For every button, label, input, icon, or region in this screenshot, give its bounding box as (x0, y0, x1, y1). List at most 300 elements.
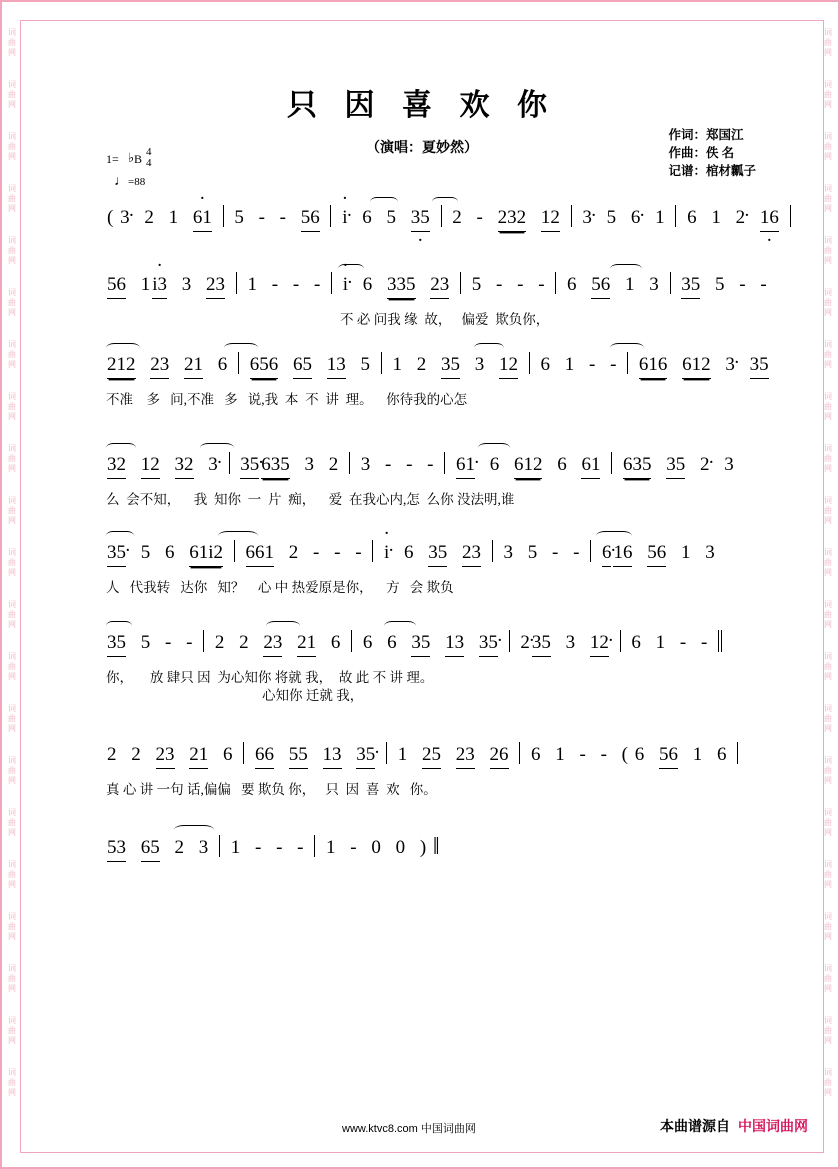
note-token: 3 · (120, 207, 130, 229)
note-token: 1 (655, 207, 665, 228)
note-token: - (276, 837, 283, 858)
notation-line (106, 452, 766, 484)
barline (620, 630, 621, 652)
note-token: 16 (613, 542, 632, 567)
note-token: 5 (140, 632, 151, 653)
note-token: 13 (323, 744, 342, 769)
music-system (2, 742, 840, 816)
note-token: 35 · (411, 207, 430, 232)
watermark-text: 词 曲 网 (8, 496, 16, 525)
tie-slur (610, 343, 644, 353)
notation-line (106, 742, 766, 774)
watermark-text: 词 曲 网 (824, 964, 832, 993)
note-token: 23 (156, 744, 175, 769)
note-token: 66 (255, 744, 274, 769)
watermark-text: 词 曲 网 (824, 704, 832, 733)
note-token: 3 (304, 454, 314, 475)
footer-brand: 中国词曲网 (738, 1120, 808, 1135)
footer-site-cn: 中国词曲网 (420, 1123, 476, 1135)
note-token: 35 (441, 354, 460, 379)
meter-denominator: 4 (146, 157, 152, 169)
note-token: 5 (715, 274, 725, 295)
note-token: 6 (634, 744, 645, 765)
note-token: 35 (681, 274, 700, 299)
note-token: 3 (503, 542, 514, 563)
note-token: 35 · (107, 542, 126, 567)
lyrics-line-alt: 心知你 迁就 我， (262, 688, 364, 703)
note-token: - (313, 542, 320, 563)
note-token: 3 (565, 632, 576, 653)
note-token: 56 (659, 744, 678, 769)
note-token: 1 (392, 354, 402, 375)
watermark-text: 词 曲 网 (824, 80, 832, 109)
barline (590, 540, 591, 562)
watermark-text: 词 曲 网 (824, 340, 832, 369)
note-token: 6 (404, 542, 414, 563)
note-token: - (334, 542, 341, 563)
watermark-text: 词 曲 网 (8, 1016, 16, 1045)
barline (238, 352, 239, 374)
note-token: 12 · (590, 632, 609, 657)
note-token: 2 (144, 207, 154, 228)
notation-line (106, 205, 779, 237)
key-label: 1= (106, 152, 119, 166)
music-system (2, 205, 840, 279)
note-token: 661 (246, 542, 275, 567)
note-token: · i3 (152, 274, 167, 299)
note-token: - (573, 542, 580, 563)
note-token: 616 (639, 354, 668, 379)
watermark-text: 词 曲 网 (8, 756, 16, 785)
barline (509, 630, 510, 652)
lyrics-line: 你， 放 肆只 因 为心知你 将就 我， 故 此 不 讲 理。 (106, 670, 434, 685)
barline (444, 452, 445, 474)
barline (349, 452, 350, 474)
note-token: 65 (293, 354, 312, 379)
note-token: 6 (362, 274, 373, 295)
tie-slur (266, 621, 300, 631)
note-token: - (600, 744, 607, 765)
lyrics-line: 不准 多 问,不准 多 说,我 本 不 讲 理。 你待我的心怎 (106, 392, 468, 407)
note-token: 2 · (736, 207, 746, 229)
repeat-barline (718, 630, 719, 652)
watermark-text: 词 曲 网 (8, 444, 16, 473)
barline (330, 205, 331, 227)
note-token: 55 (289, 744, 308, 769)
note-token: 61i2 (189, 542, 223, 567)
barline (386, 742, 387, 764)
note-token: 5 (471, 274, 482, 295)
note-token: 56 (301, 207, 320, 232)
tie-slur (610, 264, 642, 274)
note-token: 3 · (208, 454, 218, 476)
barline (236, 272, 237, 294)
note-token: 26 (490, 744, 509, 769)
key-meter-block (106, 146, 226, 196)
music-system (2, 452, 840, 526)
barline (351, 630, 352, 652)
note-token: - (271, 274, 279, 295)
note-token: 35 · (240, 454, 259, 479)
notation-line (106, 834, 766, 866)
note-token: 2 (328, 454, 339, 475)
note-token: ( (621, 744, 628, 765)
footer-source (342, 1120, 476, 1136)
tie-slur (106, 443, 136, 453)
note-token: 25 (422, 744, 441, 769)
tie-slur (432, 197, 458, 207)
music-system (2, 834, 840, 908)
notation-line (106, 272, 766, 304)
note-token: 3 (181, 274, 192, 295)
note-token: 6 (362, 207, 372, 228)
final-barline: ‖ (432, 834, 440, 860)
tie-slur (218, 531, 258, 541)
watermark-text: 词 曲 网 (824, 548, 832, 577)
note-token: 1 (555, 744, 565, 765)
footer-source-label: 本曲谱源自 (660, 1120, 730, 1135)
watermark-text: 词 曲 网 (824, 1016, 832, 1045)
note-token: 1 (140, 274, 151, 295)
note-token: 6 (330, 632, 341, 653)
note-token: 2 (131, 744, 141, 765)
note-token: 635 (261, 454, 290, 479)
note-token: 23 (462, 542, 481, 567)
note-token: 21 (297, 632, 316, 657)
watermark-text: 词 曲 网 (8, 808, 16, 837)
note-token: 6 (362, 632, 373, 653)
note-token: 53 (107, 837, 126, 862)
lyrics-line: 不 必 问我 缘 故， 偏爱 欺负你， (340, 312, 550, 327)
credits-block (668, 126, 756, 180)
note-token: 5 (527, 542, 538, 563)
flat-symbol: ♭ (128, 150, 135, 165)
watermark-text: 词 曲 网 (824, 288, 832, 317)
barline (611, 452, 612, 474)
note-token: 3 (474, 354, 485, 375)
note-token: 2 (288, 542, 299, 563)
note-token: - (279, 207, 286, 228)
note-token: 23 (206, 274, 225, 299)
note-token: 35 · (479, 632, 498, 657)
note-token: 335 (387, 274, 416, 299)
note-token: 21 (184, 354, 203, 379)
note-token: 1 (692, 744, 703, 765)
barline (331, 272, 332, 294)
notation-line (106, 352, 769, 384)
note-token: 23 (456, 744, 475, 769)
note-token: 12 (541, 207, 560, 232)
note-token: 5 (140, 542, 151, 563)
note-token: 2 (214, 632, 225, 653)
note-token: - (739, 274, 746, 295)
music-system (2, 352, 840, 426)
barline (492, 540, 493, 562)
watermark-text: 词 曲 网 (8, 340, 16, 369)
note-token: 1 (168, 207, 179, 228)
note-token: · i · (342, 207, 347, 229)
note-token: 212 (107, 354, 136, 379)
note-token: 0 (395, 837, 406, 858)
barline (441, 205, 442, 227)
tie-slur (106, 621, 132, 631)
tie-slur (384, 621, 416, 631)
barline (519, 742, 520, 764)
lyrics-line: 么 会不知， 我 知你 一 片 痴， 爱 在我心内,怎 么你 没法明,谁 (106, 492, 515, 507)
note-token: - (538, 274, 545, 295)
watermark-text: 词 曲 网 (824, 444, 832, 473)
barline (670, 272, 671, 294)
note-token: - (313, 274, 321, 295)
tie-slur (596, 531, 632, 541)
note-token: 23 (263, 632, 282, 657)
note-token: 56 (107, 274, 126, 299)
footer-brand-block (660, 1116, 808, 1136)
watermark-text: 词 曲 网 (824, 132, 832, 161)
note-token: 56 (591, 274, 610, 299)
tie-slur (200, 443, 234, 453)
tie-slur (106, 343, 140, 353)
tempo-marking (114, 174, 145, 190)
barline (571, 205, 572, 227)
barline (219, 835, 220, 857)
note-token: · i · (343, 274, 348, 296)
note-token: 12 (499, 354, 518, 379)
tempo-value: =88 (128, 176, 146, 188)
credit-transcriber: 记谱：棺材瓤子 (668, 164, 756, 178)
tie-slur (338, 264, 364, 274)
watermark-text: 词 曲 网 (824, 1068, 832, 1097)
note-token: 5 (360, 354, 370, 375)
barline (381, 352, 382, 374)
tie-slur (474, 343, 504, 353)
note-token: - (385, 454, 392, 475)
note-token: 3 · (725, 354, 735, 376)
notation-line (106, 540, 766, 572)
note-token: - (476, 207, 483, 228)
note-token: - (496, 274, 503, 295)
watermark-text: 词 曲 网 (8, 28, 16, 57)
note-token: 6 · (631, 207, 641, 229)
note-token: 6 (165, 542, 175, 563)
note-token: 635 (623, 454, 652, 479)
time-signature (146, 147, 152, 169)
barline (223, 205, 224, 227)
note-token: 23 (150, 354, 169, 379)
quarter-note-icon: ♩ (114, 174, 128, 189)
note-token: - (355, 542, 362, 563)
note-token: 1 (325, 837, 336, 858)
note-token: - (406, 454, 413, 475)
note-token: 35 · (356, 744, 375, 769)
note-token: 656 (250, 354, 279, 379)
note-token: 3 (649, 274, 659, 295)
watermark-text: 词 曲 网 (8, 912, 16, 941)
note-token: 3 (198, 837, 209, 858)
barline (372, 540, 373, 562)
note-token: - (517, 274, 524, 295)
meter-numerator: 4 (146, 146, 152, 158)
note-token: 35 (411, 632, 430, 657)
note-token: 35 (750, 354, 769, 379)
note-token: 2 · (520, 632, 530, 654)
barline (529, 352, 530, 374)
note-token: - (258, 207, 265, 228)
music-system (2, 630, 840, 720)
page-title: 只 因 喜 欢 你 (287, 89, 557, 122)
note-token: 6 (217, 354, 228, 375)
note-token: 56 (647, 542, 666, 567)
note-token: 13 (445, 632, 464, 657)
tie-slur (106, 531, 134, 541)
note-token: 3 · (582, 207, 592, 229)
note-token: · i · (384, 542, 389, 564)
note-token: 5 (606, 207, 617, 228)
note-token: 1 (564, 354, 575, 375)
watermark-text: 词 曲 网 (8, 392, 16, 421)
watermark-text: 词 曲 网 (8, 132, 16, 161)
watermark-text: 词 曲 网 (8, 704, 16, 733)
tie-slur (370, 197, 398, 207)
credit-lyricist: 作词：郑国江 (668, 128, 744, 142)
note-token: 1 (230, 837, 241, 858)
note-token: 612 (682, 354, 711, 379)
note-token: 5 (234, 207, 244, 228)
note-token: 12 (141, 454, 160, 479)
note-token: - (165, 632, 172, 653)
note-token: 35 (107, 632, 126, 657)
note-token: 1 (680, 542, 691, 563)
note-token: 35 (532, 632, 551, 657)
note-token: 23 (430, 274, 449, 299)
note-token: 35 (428, 542, 447, 567)
note-token: 6 (567, 274, 577, 295)
note-token: - (589, 354, 596, 375)
note-token: 612 (514, 454, 543, 479)
note-token: - (760, 274, 767, 295)
note-token: 6 (716, 744, 727, 765)
note-token: 6 (531, 744, 541, 765)
barline (790, 205, 791, 227)
note-token: 2 (174, 837, 184, 858)
note-token: 6 (223, 744, 233, 765)
watermark-text: 词 曲 网 (8, 600, 16, 629)
watermark-text: 词 曲 网 (824, 808, 832, 837)
note-token: - (679, 632, 687, 653)
watermark-text: 词 曲 网 (824, 652, 832, 681)
note-token: 32 (107, 454, 126, 479)
barline (737, 742, 738, 764)
tie-slur (478, 443, 510, 453)
note-token: 6 (631, 632, 641, 653)
watermark-text: 词 曲 网 (8, 1068, 16, 1097)
note-token: 6 (687, 207, 697, 228)
credit-composer: 作曲：佚 名 (668, 146, 735, 160)
note-token: 2 (107, 744, 117, 765)
note-token: 2 · (700, 454, 710, 476)
watermark-text: 词 曲 网 (8, 652, 16, 681)
note-token: 32 (175, 454, 194, 479)
note-token: 1 (397, 744, 408, 765)
watermark-text: 词 曲 网 (8, 288, 16, 317)
barline (460, 272, 461, 294)
barline (675, 205, 676, 227)
watermark-text: 词 曲 网 (824, 496, 832, 525)
barline (314, 835, 315, 857)
watermark-text: 词 曲 网 (8, 80, 16, 109)
note-token: 65 (141, 837, 160, 862)
footer-url: www.ktvc8.com (342, 1123, 418, 1135)
note-token: 13 (327, 354, 346, 379)
key-letter: B (134, 152, 143, 166)
watermark-text: 词 曲 网 (8, 964, 16, 993)
note-token: 2 (452, 207, 462, 228)
note-token: 6 (557, 454, 567, 475)
note-token: - (610, 354, 617, 375)
watermark-text: 词 曲 网 (8, 184, 16, 213)
watermark-text: 词 曲 网 (824, 912, 832, 941)
note-token: 3 (724, 454, 734, 475)
barline (555, 272, 556, 294)
watermark-text: 词 曲 网 (8, 236, 16, 265)
watermark-text: 词 曲 网 (8, 548, 16, 577)
note-token: 61 (581, 454, 600, 479)
note-token: 0 (371, 837, 381, 858)
note-token: 6 (489, 454, 500, 475)
barline (234, 540, 235, 562)
barline (627, 352, 628, 374)
lyrics-line: 人 代我转 达你 知？ 心 中 热爱原是你， 方 会 欺负 (106, 580, 454, 595)
tie-slur (224, 343, 258, 353)
note-token: - (297, 837, 304, 858)
watermark-text: 词 曲 网 (824, 28, 832, 57)
note-token: 3 (360, 454, 371, 475)
watermark-text: 词 曲 网 (824, 184, 832, 213)
watermark-text: 词 曲 网 (824, 236, 832, 265)
note-token: 1 (711, 207, 721, 228)
note-token: ) (419, 837, 427, 858)
note-token: 61 · (456, 454, 475, 479)
watermark-text: 词 曲 网 (824, 860, 832, 889)
note-token: 232 (498, 207, 527, 232)
note-token: - (186, 632, 193, 653)
barline (203, 630, 204, 652)
note-token: 3 (705, 542, 715, 563)
note-token: ( (107, 207, 114, 228)
note-token: 16 · (760, 207, 779, 232)
music-system (2, 540, 840, 614)
note-token: 35 (666, 454, 685, 479)
note-token: 2 (239, 632, 249, 653)
note-token: 6 (387, 632, 397, 653)
note-token: 1 (655, 632, 666, 653)
note-token: 1 (625, 274, 635, 295)
barline (243, 742, 244, 764)
note-token: - (350, 837, 357, 858)
note-token: · 61 (193, 207, 212, 232)
music-system (2, 272, 840, 346)
lyrics-line: 真 心 讲 一句 话,偏偏 要 欺负 你， 只 因 喜 欢 你。 (106, 782, 437, 797)
watermark-text: 词 曲 网 (824, 600, 832, 629)
note-token: 6 · (602, 542, 612, 567)
note-token: 6 (540, 354, 550, 375)
note-token: - (427, 454, 434, 475)
note-token: 5 (386, 207, 397, 228)
note-token: - (700, 632, 708, 653)
note-token: 21 (189, 744, 208, 769)
note-token: 2 (416, 354, 427, 375)
tie-slur (174, 825, 214, 835)
